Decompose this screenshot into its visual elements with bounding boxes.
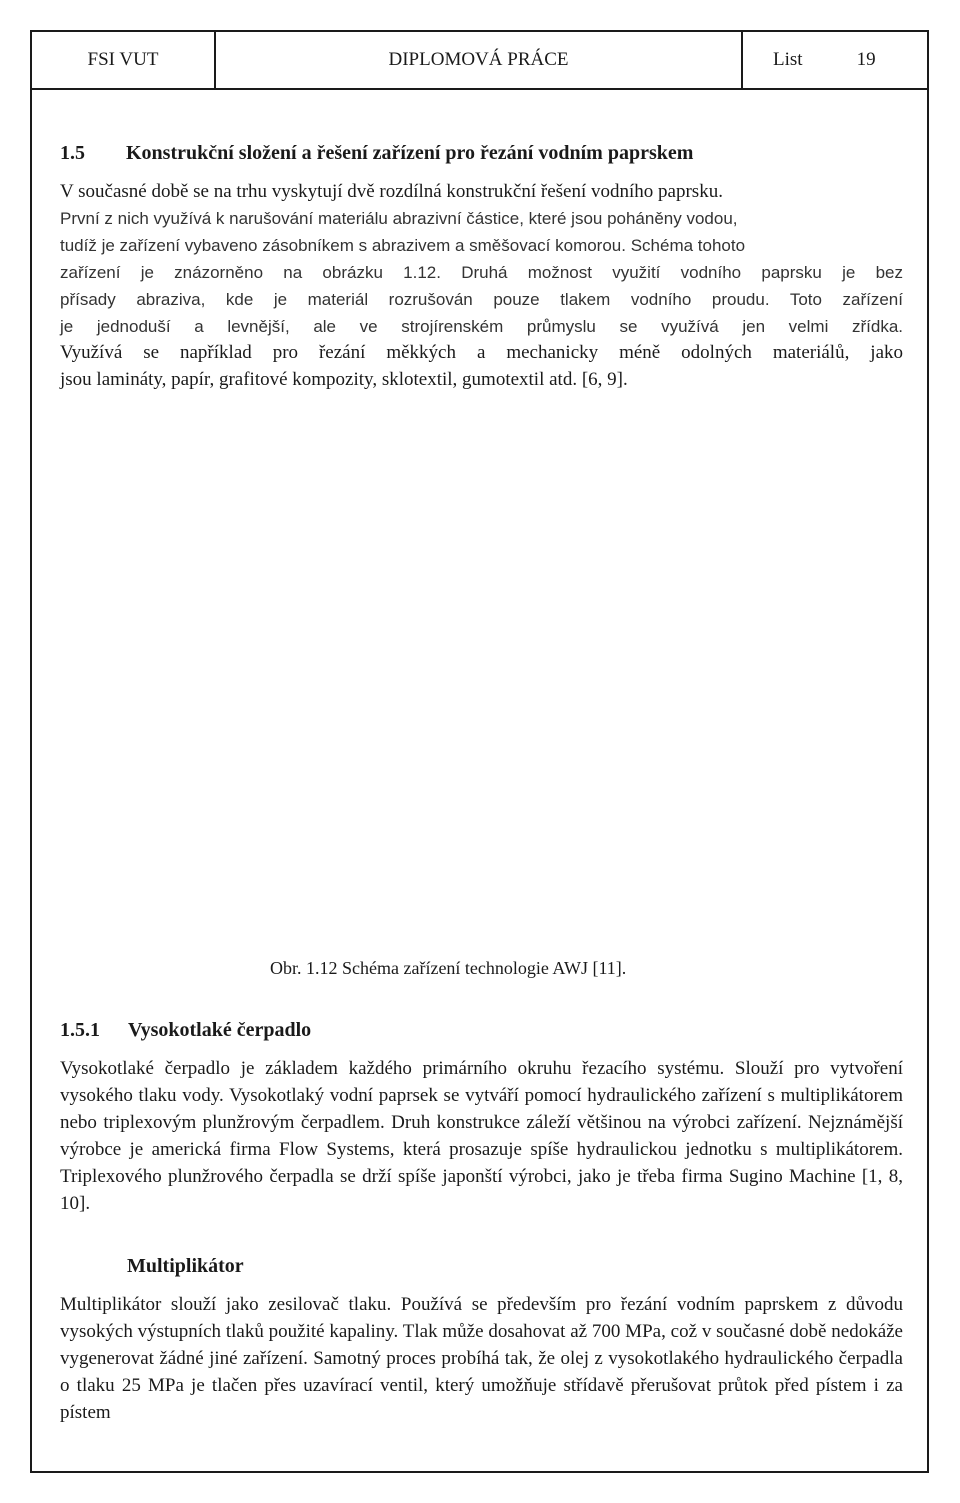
paragraph-intro [60, 179, 903, 394]
header-document-type-text: DIPLOMOVÁ PRÁCE [388, 49, 569, 70]
paragraph-line: je jednoduší a levnější, ale ve strojírenském průmyslu se využívá jen velmi zřídka. [60, 316, 903, 336]
paragraph-line: Využívá se například pro řezání měkkých a mechanicky méně odolných materiálů, jako [60, 342, 903, 364]
subheading-multiplikator: Multiplikátor [127, 1255, 244, 1277]
page-header [32, 32, 927, 90]
paragraph-line: V současné době se na trhu vyskytují dvě rozdílná konstrukční řešení vodního paprsku. [60, 181, 723, 202]
figure-placeholder [60, 400, 903, 945]
figure-caption: Obr. 1.12 Schéma zařízení technologie AWJ [11]. [270, 958, 627, 978]
section-title: Konstrukční složení a řešení zařízení pro řezání vodním paprskem [126, 142, 694, 164]
paragraph-pump: Vysokotlaké čerpadlo je základem každého primárního okruhu řezacího systému. Slouží pro vytvoření vysokého tlaku vody. Vysokotlaký vodní paprsek se vytváří pomocí hydraulického zařízení s multiplikátorem nebo triplexovým plunžrovým čerpadlem. Druh konstrukce záleží většinou na výrobci zařízení. Nejznámější výrobce je americká firma Flow Systems, která prosazuje spíše hydraulickou jednotku s multiplikátorem. Triplexového plunžrového čerpadla se drží spíše japonští výrobci, jako je třeba firma Sugino Machine [1, 8, 10]. [60, 1058, 903, 1214]
header-faculty-text: FSI VUT [87, 49, 159, 70]
paragraph-line: zařízení je znázorněno na obrázku 1.12. Druhá možnost využití vodního paprsku je bez [60, 262, 903, 282]
paragraph-line: První z nich využívá k narušování materiálu abrazivní částice, které jsou poháněny vodou, [60, 208, 738, 228]
paragraph-line: jsou lamináty, papír, grafitové kompozity, sklotextil, gumotextil atd. [6, 9]. [60, 369, 628, 391]
header-page-number: 19 [856, 49, 876, 70]
subsection-number: 1.5.1 [60, 1019, 100, 1041]
subsection-title: Vysokotlaké čerpadlo [128, 1019, 312, 1041]
section-number: 1.5 [60, 142, 85, 164]
paragraph-line: tudíž je zařízení vybaveno zásobníkem s abrazivem a směšovací komorou. Schéma tohoto [60, 235, 746, 255]
paragraph-line: přísady abraziva, kde je materiál rozrušován pouze tlakem vodního proudu. Toto zařízení [60, 289, 903, 309]
header-page-info [743, 32, 927, 88]
header-document-type [216, 32, 743, 88]
header-list-label: List [773, 49, 803, 70]
paragraph-multiplikator: Multiplikátor slouží jako zesilovač tlaku. Používá se především pro řezání vodním paprskem z důvodu vysokých výstupních tlaků použité kapaliny. Tlak může dosahovat až 700 MPa, což v současné době nedokáže vygenerovat žádné jiné zařízení. Samotný proces probíhá tak, že olej z vysokotlakého hydraulického čerpadla o tlaku 25 MPa je tlačen přes uzavírací ventil, který umožňuje střídavě přerušovat průtok před pístem i za pístem [60, 1294, 903, 1423]
header-faculty [32, 32, 216, 88]
subsection-heading [60, 1019, 311, 1042]
section-heading [60, 142, 693, 165]
